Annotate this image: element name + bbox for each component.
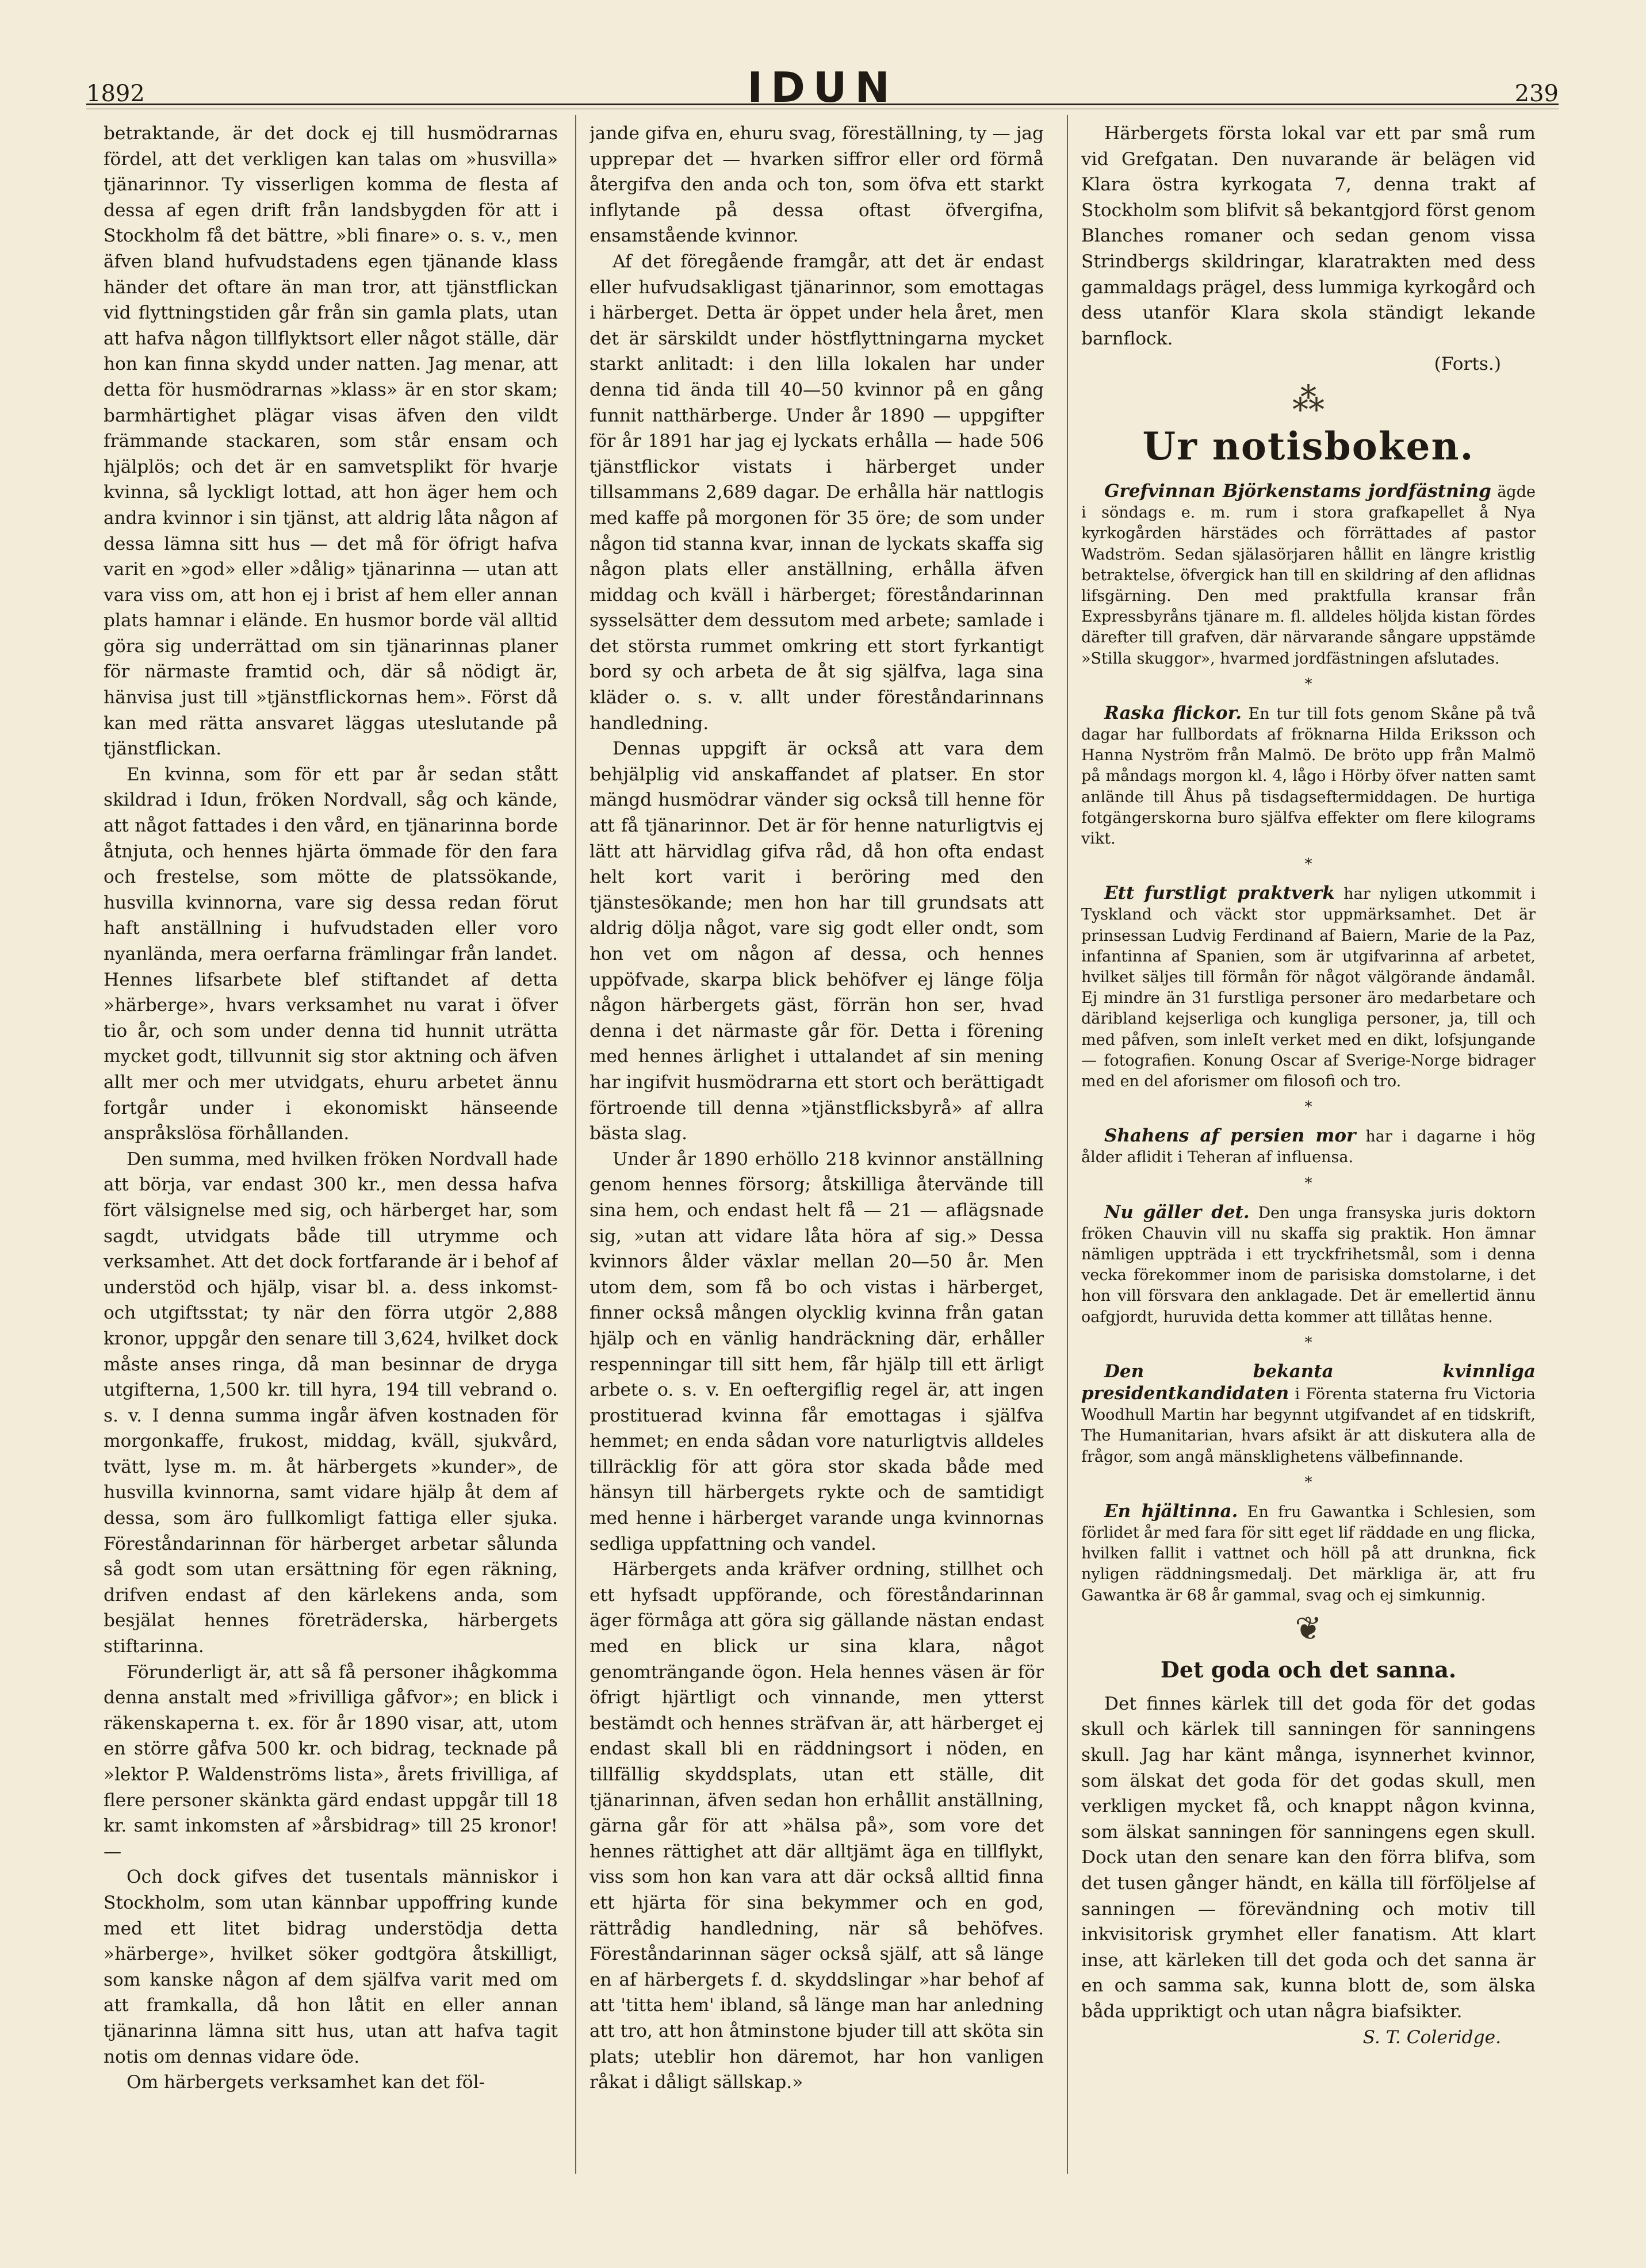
notice-item (1081, 481, 1536, 669)
notice-text: i Förenta staterna fru Victoria Woodhull Martin har begynnt utgifvandet af en tidskrift, The Humanitarian, hvars afsikt är att diskutera alla de frågor, som angå mänsklighetens välbefinnande. (1081, 1385, 1536, 1466)
column-3 (1081, 121, 1536, 2168)
column-divider (575, 115, 576, 2174)
paragraph: jande gifva en, ehuru svag, föreställning, ty — jag upprepar det — hvarken siffror eller ord förmå återgifva den anda och ton, som öfva ett starkt inflytande på dessa oftast öfvergifna, ensamstående kvinnor. (590, 123, 1044, 247)
separator-star: * (1304, 1334, 1312, 1351)
paragraph: Härbergets anda kräfver ordning, stillhet och ett hyfsadt uppförande, och föreståndarinnan äger förmåga att göra sig gällande nästan endast med en blick ur sina klara, något genomträngande ögon. Hela hennes väsen är för öfrigt hjärtligt och vinnande, men ytterst bestämdt och hennes sträfvan är, att härberget ej endast skall bli en räddningsort i nöden, en tillfällig skyddsplats, utan ett ställe, dit tjänarinnan, äfven sedan hon erhållit anställning, gärna går för att »hälsa på», som vore det hennes rättighet att där alltjämt äga en tillflykt, viss som hon kan vara att där också alltid finna ett hjärta för sina bekymmer och en god, rättrådig handledning, när så behöfves. Föreståndarinnan säger också själf, att så länge en af härbergets f. d. skyddslingar »har behof af att 'titta hem' ibland, så länge man har anledning att tro, att hon åtminstone bjuder till att sköta sin plats; uteblir hon däremot, har hon vanligen råkat i dåligt sällskap.» (590, 1559, 1044, 2093)
paragraph: Af det föregående framgår, att det är endast eller hufvudsakligast tjänarinnor, som emottagas i härberget. Detta är öppet under hela året, men det är särskildt under höstflyttningarna mycket starkt anlitadt: i den lilla lokalen har under denna tid ända till 40—50 kvinnor på en gång funnit natthärberge. Under år 1890 — uppgifter för år 1891 har jag ej lyckats erhålla — hade 506 tjänstflickor vistats i härberget under tillsammans 2,689 dagar. De erhålla här nattlogis med kaffe på morgonen för 35 öre; de som under någon tid stanna kvar, innan de lyckats skaffa sig någon plats eller anställning, erhålla äfven middag och kväll i härberget; föreståndarinnan sysselsätter dem dessutom med arbete; samlade i det största rummet omkring ett stort fyrkantigt bord sy och arbeta de åt sig själfva, laga sina kläder o. s. v. allt under föreståndarinnans handledning. (590, 251, 1044, 734)
notice-item (1081, 703, 1536, 849)
notice-item (1081, 1125, 1536, 1168)
separator-star: * (1304, 1174, 1312, 1192)
paragraph: Dennas uppgift är också att vara dem behjälplig vid anskaffandet af platser. En stor mängd husmödrar vänder sig också till henne för att få tjänarinnor. Det är för henne naturligtvis ej lätt att härvidlag gifva råd, då hon ofta endast helt kort varit i beröring med den tjänstesökande; men hon har till grundsats att aldrig dölja något, vare sig godt eller ondt, som hon vet om någon af dessa, och hennes uppöfvade, skarpa blick behöfver ej länge följa någon härbergets gäst, förrän hon ser, hvad denna i det närmaste går för. Detta i förening med hennes ärlighet i uttalandet af sin mening har ingifvit husmödrarna ett stort och berättigadt förtroende till denna »tjänstflicksbyrå» af allra bästa slag. (590, 738, 1044, 1144)
paragraph: Om härbergets verksamhet kan det föl- (127, 2072, 485, 2093)
header-rule (86, 104, 1559, 109)
notice-item (1081, 1202, 1536, 1328)
signature: S. T. Coleridge. (1362, 2026, 1501, 2048)
separator-star: * (1304, 1098, 1312, 1116)
paragraph: Förunderligt är, att så få personer ihågkomma denna anstalt med »frivilliga gåfvor»; en blick i räkenskaperna t. ex. för år 1890 visar, att, utom en större gåfva 500 kr. och bidrag, tecknade på »lektor P. Waldenströms lista», årets frivilliga, af flere personer skänkta gärd endast uppgår till 18 kr. samt inkomsten af »årsbidrag» till 25 kronor! — (104, 1661, 558, 1862)
page-header (86, 63, 1559, 127)
column-1 (104, 121, 558, 2168)
paragraph: Härbergets första lokal var ett par små rum vid Grefgatan. Den nuvarande är belägen vid Klara östra kyrkogata 7, denna trakt af Stockholm som blifvit så bekantgjord först genom Blanches romaner och sedan genom vissa Strindbergs skildringar, klaratrakten med dess gammaldags prägel, dess lummiga kyrkogård och dess utanför Klara skola ständigt lekande barnflock. (1081, 123, 1536, 349)
notice-heading: Den bekanta kvinnliga presidentkandidaten (1081, 1361, 1536, 1404)
notice-heading: En hjältinna. (1104, 1500, 1238, 1522)
notice-text: ägde i söndags e. m. rum i stora grafkapellet å Nya kyrkogården härstädes och förrättades af pastor Wadström. Sedan själasörjaren hållit en längre kristlig betraktelse, öfvergick han till en skildring af den aflidnas lifsgärning. Den med praktfulla kransar från Expressbyråns tjänare m. fl. alldeles höljda kistan fördes därefter till grafven, där närvarande sångare uppstämde »Stilla skuggor», hvarmed jordfästningen afslutades. (1081, 482, 1536, 668)
ornament: ⁂ (1292, 381, 1325, 419)
article-title: Det goda och det sanna. (1160, 1656, 1457, 1683)
masthead-title: IDUN (747, 63, 898, 112)
notice-heading: Raska flickor. (1104, 702, 1242, 723)
paragraph: Och dock gifves det tusentals människor i Stockholm, som utan kännbar uppoffring kunde med ett litet bidrag understödja detta »härberge», hvilket söker godtgöra åtskilligt, som kanske någon af dem själfva varit med om att framkalla, då hon låtit en eller annan tjänarinna lämna sitt hus, utan att hafva tagit notis om dennas vidare öde. (104, 1867, 558, 2067)
column-divider (1067, 115, 1068, 2174)
separator-star: * (1304, 675, 1312, 693)
paragraph: En kvinna, som för ett par år sedan stått skildrad i Idun, fröken Nordvall, såg och kände, att något fattades i den vård, en tjänarinna borde åtnjuta, och hennes hjärta ömmade för den fara och frestelse, som mötte de platssökande, husvilla kvinnorna, vare sig dessa redan förut haft anställning i hufvudstaden eller voro nyanlända, mera oerfarna främlingar från landet. Hennes lifsarbete blef stiftandet af detta »härberge», hvars verksamhet nu varat i öfver tio år, och som under denna tid hunnit uträtta mycket godt, tillvunnit sig stor aktning och äfven allt mer och mer utvidgats, ehuru arbetet ännu fortgår under i ekonomiskt hänseende anspråkslösa förhållanden. (104, 764, 558, 1144)
page-number: 239 (1514, 81, 1559, 107)
paragraph: Den summa, med hvilken fröken Nordvall hade att börja, var endast 300 kr., men dessa hafva fört välsignelse med sig, och härberget har, som sagdt, utvidgats både till utrymme och verksamhet. Att det dock fortfarande är i behof af understöd och hjälp, visar bl. a. dess inkomst- och utgiftsstat; ty när den förra utgör 2,888 kronor, uppgår den senare till 3,624, hvilket dock måste anses ringa, då man besinnar de dryga utgifterna, 1,500 kr. till hyra, 194 till vebrand o. s. v. I denna summa ingår äfven kostnaden för morgonkaffe, frukost, middag, kväll, sjukvård, tvätt, lyse m. m. åt härbergets »kunder», de husvilla kvinnorna, samt vidare hjälp åt dem af dessa, som äro fullkomligt fattiga eller sjuka. Föreståndarinnan för härberget arbetar sålunda så godt som utan ersättning för egen räkning, drifven endast af den kärlekens anda, som besjälat hennes företräderska, härbergets stiftarinna. (104, 1148, 558, 1657)
notice-heading: Nu gäller det. (1104, 1201, 1250, 1223)
section-title: Ur notisboken. (1142, 423, 1475, 469)
separator-star: * (1304, 856, 1312, 874)
notice-text: En fru Gawantka i Schlesien, som förlidet år med fara för sitt eget lif räddade en ung flicka, hvilken fallit i vattnet och höll på att drunkna, fick nyligen räddningsmedalj. Det märkliga är, att fru Gawantka är 68 år gammal, svag och ej simkunnig. (1081, 1503, 1536, 1604)
notice-item (1081, 1501, 1536, 1606)
notice-heading: Grefvinnan Björkenstams jordfästning (1104, 480, 1491, 501)
notice-item (1081, 1361, 1536, 1468)
ornament: ❦ (1295, 1610, 1322, 1648)
notice-text: En tur till fots genom Skåne på två dagar har fullbordats af fröknarna Hilda Eriksson och Hanna Nyström från Malmö. De bröto upp från Malmö på måndags morgon kl. 4, lågo i Hörby öfver natten samt anlände till Åhus på tisdagseftermiddagen. De hurtiga fotgängerskorna buro själfva effekter om flere kilograms vikt. (1081, 704, 1536, 848)
notice-text: har nyligen utkommit i Tyskland och väckt stor uppmärksamhet. Det är prinsessan Ludvig Ferdinand af Baiern, Marie de la Paz, infantinna af Spanien, som är utgifvarinna af arbetet, hvilket säljes till förmån för något välgörande ändamål. Ej mindre än 31 furstliga personer äro medarbetare och däribland kejserliga och kungliga personer, ja, till och med påfven, som inleIt verket med en dikt, lofsjungande — fotografien. Konung Oscar af Sverige-Norge bidrager med en del aforismer om filosofi och tro. (1081, 885, 1536, 1091)
notice-heading: Shahens af persien mor (1104, 1125, 1356, 1147)
notice-text: har i dagarne i hög ålder aflidit i Teheran af influensa. (1081, 1128, 1536, 1167)
notice-heading: Ett furstligt praktverk (1104, 883, 1335, 904)
notice-text: Den unga fransyska juris doktorn fröken Chauvin vill nu skaffa sig praktik. Hon ämnar nämligen uppträda i ett tryckfrihetsmål, som i denna vecka förekommer inom de parisiska domstolarne, i det hon vill försvara den anklagade. Det är emellertid ännu oafgjordt, huruvida detta kommer att tillåtas henne. (1081, 1204, 1536, 1326)
notice-item (1081, 883, 1536, 1092)
continued-note: (Forts.) (1434, 354, 1501, 375)
column-2 (590, 121, 1044, 2168)
paragraph: betraktande, är det dock ej till husmödrarnas fördel, att det verkligen kan talas om »husvilla» tjänarinnor. Ty visserligen komma de flesta af dessa af egen drift från landsbygden för att i Stockholm få det bättre, »bli finare» o. s. v., men äfven bland hufvudstadens egen tjänande klass händer det oftare än man tror, att tjänstflickan vid flyttningstiden går från sin gamla plats, utan att hafva någon tillflyktsort eller något ställe, där hon kan finna skydd under natten. Jag menar, att detta för husmödrarnas »klass» är en stor skam; barmhärtighet plägar visas äfven den vildt främmande stackaren, som står ensam och hjälplös; och det är en samvetsplikt för hvarje kvinna, så lyckligt lottad, att hon äger hem och andra kvinnor i sin tjänst, att aldrig låta någon af dessa lämna sitt hus — det må för öfrigt hafva varit en »god» eller »dålig» tjänarinna — utan att vara viss om, att hon ej i brist af hem eller annan plats hamnar i elände. En husmor borde väl alltid göra sig underrättad om sin tjänarinnas planer för närmaste framtid och, där så nödigt är, hänvisa just till »tjänstflickornas hem». Först då kan med rätta ansvaret läggas uteslutande på tjänstflickan. (104, 123, 558, 760)
paragraph: Det finnes kärlek till det goda för det godas skull och kärlek till sanningen för sanningens skull. Jag har känt många, isynnerhet kvinnor, som älskat det goda för det godas skull, men verkligen mycket få, och knappt någon kvinna, som älskat sanningen för sanningens egen skull. Dock utan den senare kan den förra blifva, som det tusen gånger händt, en källa till förföljelse af sanningen — förevändning och motiv till inkvisitorisk grymhet eller fanatism. Att klart inse, att kärleken till det goda och det sanna är en och samma sak, kunna blott de, som älska båda uppriktigt och utan några biafsikter. (1081, 1693, 1536, 2022)
separator-star: * (1304, 1473, 1312, 1491)
paragraph: Under år 1890 erhöllo 218 kvinnor anställning genom hennes försorg; åtskilliga återvände till sina hem, och endast helt få — 21 — aflägsnade sig, »utan att vidare låta höra af sig.» Dessa kvinnors ålder växlar mellan 20—50 år. Men utom dem, som få bo och vistas i härberget, finner också mången olycklig kvinna från gatan hjälp och en vänlig handräckning där, erhåller respenningar till sitt hem, får hjälp till ett ärligt arbete o. s. v. En oeftergiflig regel är, att ingen prostituerad kvinna får emottagas i själfva hemmet; en enda sådan vore naturligtvis alldeles tillräcklig för att göra stor skada både med hänsyn till härbergets rykte och de samtidigt med henne i härberget varande unga kvinnornas sedliga uppfattning och vandel. (590, 1148, 1044, 1554)
header-year: 1892 (86, 81, 145, 107)
